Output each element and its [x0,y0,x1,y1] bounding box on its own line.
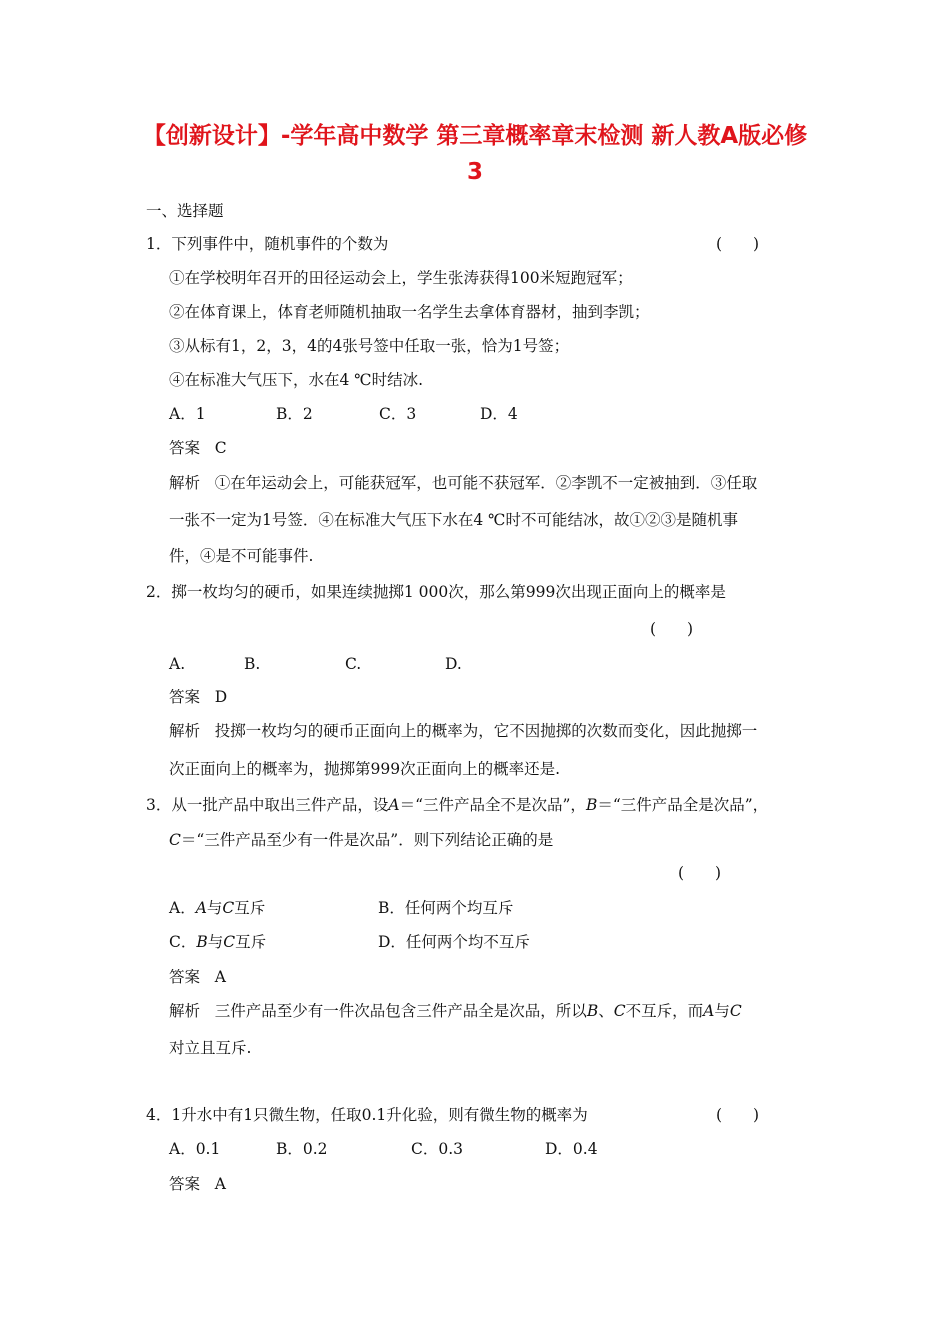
analysis-label: 解析 [169,722,201,740]
q1-item-1: ①在学校明年召开的田径运动会上，学生张涛获得100米短跑冠军； [169,269,633,287]
q3-stem-text-c: ＝“三件产品全是次品”， [597,796,769,814]
q1-answer [169,437,227,459]
q4-answer [169,1173,226,1195]
q2-analysis-line-1 [169,720,757,742]
q1-analysis-line-2: 一张不一定为1号签．④在标准大气压下水在4 ℃时不可能结冰，故①②③是随机事 [169,511,738,529]
q1-stem: 1．下列事件中，随机事件的个数为 [146,235,389,253]
q3-option-c-and: 与 [207,933,224,951]
q2-option-a: A. [169,655,186,673]
q3-option-c-var-2: C [223,933,236,951]
q3-var-b: B [585,796,598,814]
q3-option-c-var-1: B [196,933,208,951]
analysis-label: 解析 [169,1002,201,1020]
q3-var-c: C [169,831,181,849]
q3-analysis-var-c-2: C [729,1002,742,1020]
q1-answer-value: C [214,439,227,457]
q3-answer-value: A [214,968,226,986]
q3-stem-text-b: ＝“三件产品全不是次品”， [399,796,586,814]
q2-option-d: D. [445,655,462,673]
q3-stem-text-a: 3．从一批产品中取出三件产品，设 [146,796,389,814]
q3-analysis-text-1: 三件产品至少有一件次品包含三件产品全是次品，所以 [214,1002,587,1020]
q2-answer-value: D [214,688,228,706]
q3-option-c-prefix: C． [169,933,197,951]
q1-analysis-line-3: 件，④是不可能事件. [169,547,314,565]
q2-option-c: C. [345,655,362,673]
q4-stem: 4．1升水中有1只微生物，任取0.1升化验，则有微生物的概率为 [146,1106,588,1124]
q3-answer-blank: ( ) [678,864,722,882]
q2-analysis-line-2: 次正面向上的概率为，抛掷第999次正面向上的概率还是. [169,760,561,778]
q3-stem-text-d: ＝“三件产品至少有一件是次品”．则下列结论正确的是 [180,831,554,849]
document-title [120,118,830,190]
q3-option-d: D．任何两个均不互斥 [378,933,530,951]
section-heading: 一、选择题 [146,202,224,220]
q2-answer-blank: ( ) [650,620,694,638]
q3-analysis-text-2: 不互斥，而 [625,1002,704,1020]
q3-analysis-line-2: 对立且互斥. [169,1039,252,1057]
q3-var-a: A [388,796,400,814]
answer-label: 答案 [169,688,201,706]
q4-option-b: B．0.2 [276,1140,328,1158]
q1-option-d: D．4 [480,405,518,423]
q4-answer-value: A [214,1175,226,1193]
q2-answer [169,686,227,708]
q3-stem-line-1 [146,794,768,816]
q2-option-b: B. [244,655,261,673]
q2-analysis-text-1: 投掷一枚均匀的硬币正面向上的概率为，它不因抛掷的次数而变化，因此抛掷一 [214,722,758,740]
q4-option-c: C．0.3 [411,1140,464,1158]
q3-analysis-and: 与 [714,1002,730,1020]
q3-option-a-var-2: C [222,899,235,917]
title-line-1: 【创新设计】-学年高中数学 第三章概率章末检测 新人教A版必修 [142,123,808,149]
q1-option-c: C．3 [379,405,417,423]
q3-analysis-line-1 [169,1000,742,1022]
analysis-label: 解析 [169,474,201,492]
q1-analysis-text-1: ①在年运动会上，可能获冠军，也可能不获冠军．②李凯不一定被抽到．③任取 [214,474,758,492]
q3-analysis-var-a: A [703,1002,715,1020]
q4-answer-blank: ( ) [716,1106,760,1124]
q3-option-a-prefix: A． [169,899,196,917]
q4-option-d: D．0.4 [545,1140,598,1158]
q4-option-a: A．0.1 [169,1140,221,1158]
q3-option-b: B．任何两个均互斥 [378,899,514,917]
q3-stem-line-2 [169,829,553,851]
answer-label: 答案 [169,439,201,457]
q1-item-3: ③从标有1，2，3，4的4张号签中任取一张，恰为1号签； [169,337,570,355]
q3-option-a [169,897,265,919]
q1-option-a: A．1 [169,405,206,423]
q3-option-c [169,931,266,953]
q3-analysis-sep: 、 [598,1002,614,1020]
title-line-2: 3 [466,159,483,185]
answer-label: 答案 [169,1175,201,1193]
answer-label: 答案 [169,968,201,986]
q3-analysis-var-c: C [613,1002,626,1020]
q3-option-a-and: 与 [206,899,223,917]
q2-stem: 2．掷一枚均匀的硬币，如果连续抛掷1 000次，那么第999次出现正面向上的概率是 [146,583,726,601]
q3-option-c-suffix: 互斥 [235,933,267,951]
q1-item-2: ②在体育课上，体育老师随机抽取一名学生去拿体育器材，抽到李凯； [169,303,650,321]
q1-analysis-line-1 [169,472,757,494]
q3-option-a-suffix: 互斥 [234,899,266,917]
q1-item-4: ④在标准大气压下，水在4 ℃时结冰. [169,371,424,389]
q3-analysis-var-b: B [586,1002,599,1020]
q3-option-a-var-1: A [195,899,207,917]
q1-answer-blank: ( ) [716,235,760,253]
q3-answer [169,966,226,988]
q1-option-b: B．2 [276,405,313,423]
